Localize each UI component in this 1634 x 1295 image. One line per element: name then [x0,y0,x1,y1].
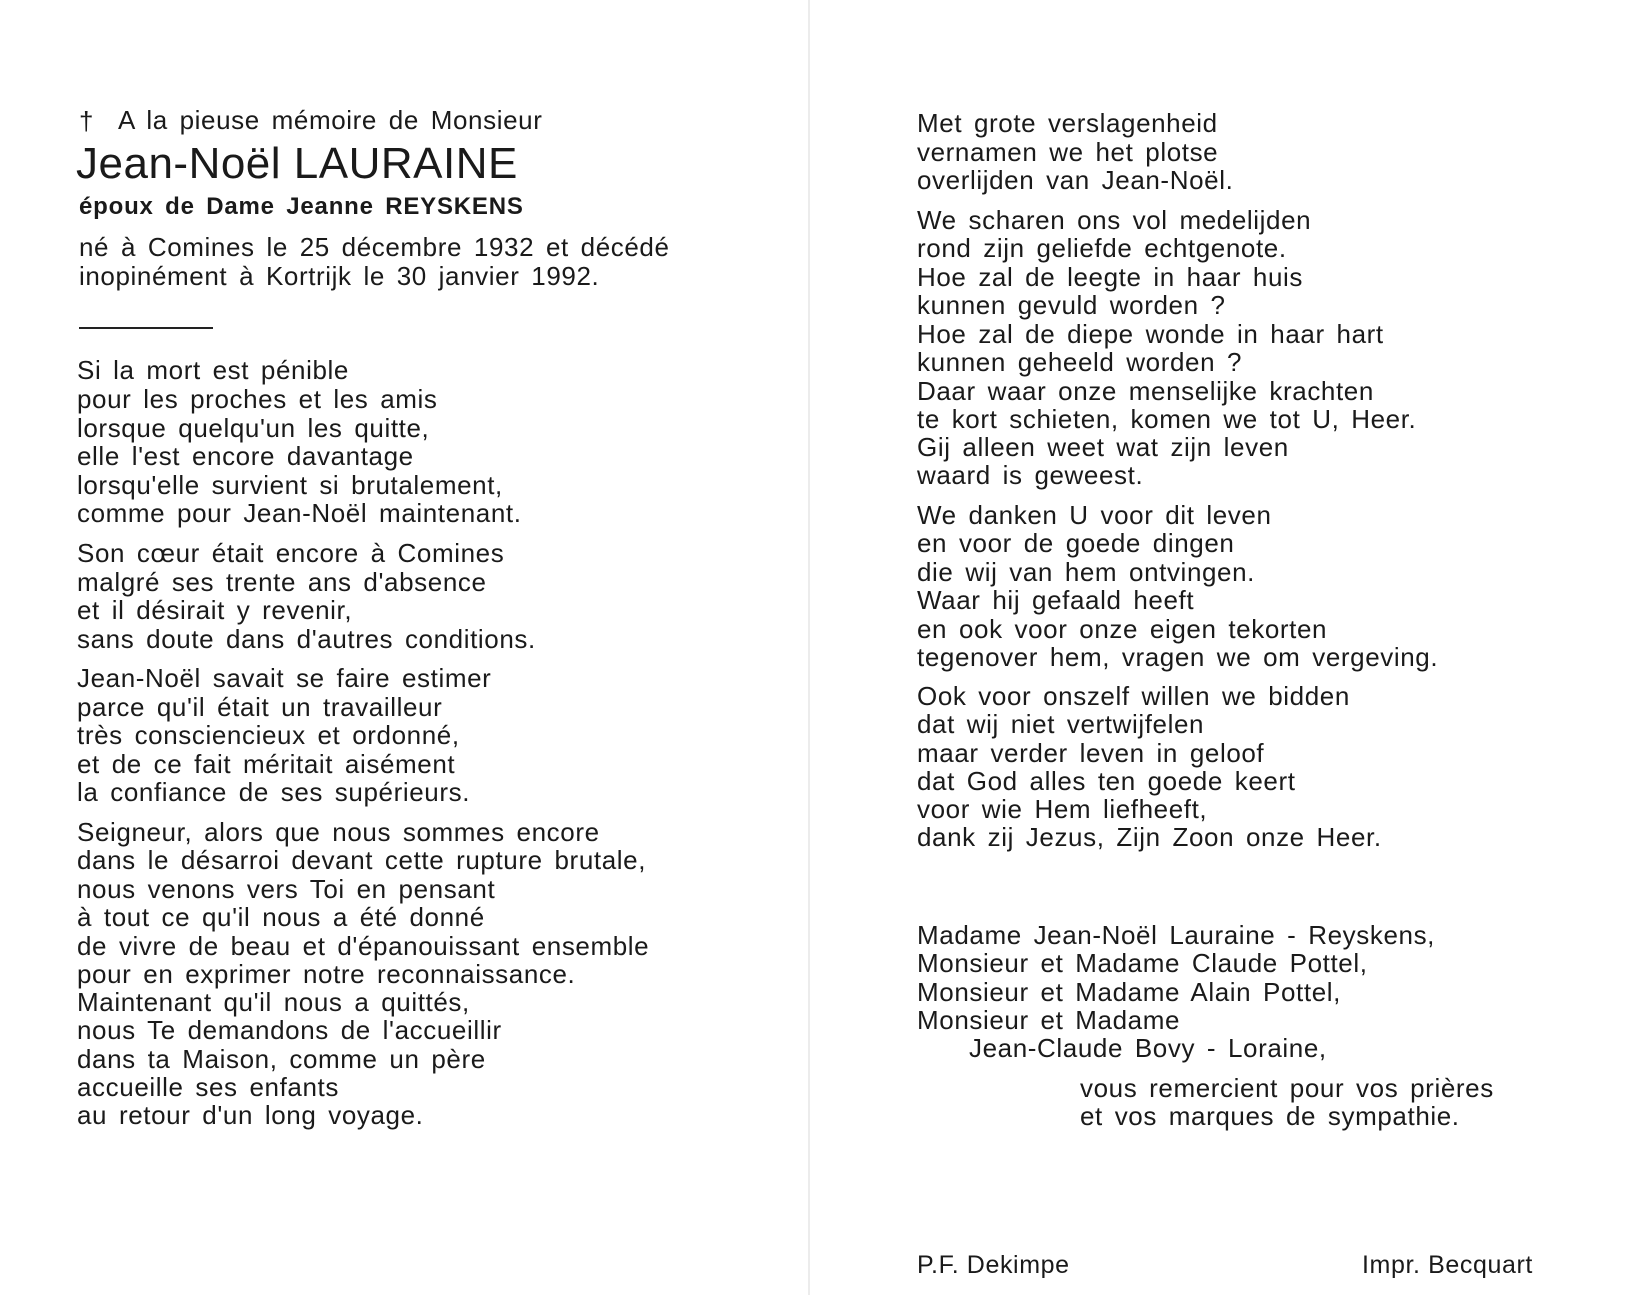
left-poem-line: pour en exprimer notre reconnaissance. [77,959,576,989]
right-poem-line: die wij van hem ontvingen. [917,557,1256,587]
right-poem-line: waard is geweest. [917,460,1144,490]
family-line: Jean-Claude Bovy - Loraine, [969,1033,1327,1063]
right-poem-line: te kort schieten, komen we tot U, Heer. [917,404,1417,434]
left-poem-line: Jean-Noël savait se faire estimer [77,663,492,693]
birth-line-1: né à Comines le 25 décembre 1932 et décédé [79,232,670,262]
right-poem-line: Hoe zal de diepe wonde in haar hart [917,319,1384,349]
cross-icon: † [79,106,94,136]
left-poem-line: sans doute dans d'autres conditions. [77,624,536,654]
left-poem-line: lorsqu'elle survient si brutalement, [77,470,503,500]
left-poem-line: et il désirait y revenir, [77,595,353,625]
left-poem-line: Si la mort est pénible [77,355,349,385]
left-poem-line: dans le désarroi devant cette rupture brutale, [77,845,647,875]
family-line: Monsieur et Madame Alain Pottel, [917,977,1341,1007]
left-poem-line: lorsque quelqu'un les quitte, [77,413,430,443]
right-poem-line: kunnen geheeld worden ? [917,347,1243,377]
left-poem-line: Son cœur était encore à Comines [77,538,505,568]
right-poem-line: maar verder leven in geloof [917,738,1265,768]
family-line: Monsieur et Madame Claude Pottel, [917,948,1368,978]
thanks-line: vous remercient pour vos prières [1080,1073,1494,1103]
left-poem-line: Maintenant qu'il nous a quittés, [77,987,470,1017]
page-fold [808,0,810,1295]
funeral-director: P.F. Dekimpe [917,1251,1070,1279]
intro-line: A la pieuse mémoire de Monsieur [118,105,543,135]
right-poem-line: We scharen ons vol medelijden [917,205,1312,235]
right-poem-line: dat wij niet vertwijfelen [917,709,1205,739]
left-poem-line: dans ta Maison, comme un père [77,1044,486,1074]
right-poem-line: Daar waar onze menselijke krachten [917,376,1374,406]
right-poem-line: Met grote verslagenheid [917,108,1218,138]
deceased-name: Jean-Noël LAURAINE [76,139,518,188]
left-poem-line: à tout ce qu'il nous a été donné [77,902,485,932]
left-poem-line: malgré ses trente ans d'absence [77,567,487,597]
family-line: Madame Jean-Noël Lauraine - Reyskens, [917,920,1435,950]
left-poem-line: de vivre de beau et d'épanouissant ensemble [77,931,650,961]
divider [79,327,213,329]
right-poem-line: kunnen gevuld worden ? [917,290,1226,320]
left-poem-line: au retour d'un long voyage. [77,1100,424,1130]
right-poem-line: dank zij Jezus, Zijn Zoon onze Heer. [917,822,1382,852]
right-poem-line: Waar hij gefaald heeft [917,585,1195,615]
left-poem-line: pour les proches et les amis [77,384,438,414]
family-line: Monsieur et Madame [917,1005,1181,1035]
left-poem-line: très consciencieux et ordonné, [77,720,460,750]
right-poem-line: overlijden van Jean-Noël. [917,165,1234,195]
left-poem-line: parce qu'il était un travailleur [77,692,443,722]
birth-line-2: inopinément à Kortrijk le 30 janvier 1992. [79,261,600,291]
right-poem-line: vernamen we het plotse [917,137,1219,167]
thanks-line: et vos marques de sympathie. [1080,1101,1460,1131]
right-poem-line: en voor de goede dingen [917,528,1235,558]
right-poem-line: tegenover hem, vragen we om vergeving. [917,642,1439,672]
left-poem-line: comme pour Jean-Noël maintenant. [77,498,522,528]
left-poem-line: nous Te demandons de l'accueillir [77,1015,502,1045]
right-poem-line: en ook voor onze eigen tekorten [917,614,1328,644]
right-poem-line: We danken U voor dit leven [917,500,1272,530]
left-poem-line: et de ce fait méritait aisément [77,749,456,779]
left-poem-line: accueille ses enfants [77,1072,339,1102]
right-poem-line: dat God alles ten goede keert [917,766,1296,796]
printer-credit: Impr. Becquart [1362,1251,1533,1279]
spouse-line: époux de Dame Jeanne REYSKENS [79,193,524,220]
left-poem-line: nous venons vers Toi en pensant [77,874,496,904]
right-poem-line: Ook voor onszelf willen we bidden [917,681,1350,711]
left-poem-line: Seigneur, alors que nous sommes encore [77,817,600,847]
right-poem-line: Gij alleen weet wat zijn leven [917,432,1289,462]
right-poem-line: Hoe zal de leegte in haar huis [917,262,1304,292]
right-poem-line: voor wie Hem liefheeft, [917,794,1208,824]
left-poem-line: elle l'est encore davantage [77,441,414,471]
left-poem-line: la confiance de ses supérieurs. [77,777,471,807]
right-poem-line: rond zijn geliefde echtgenote. [917,233,1287,263]
